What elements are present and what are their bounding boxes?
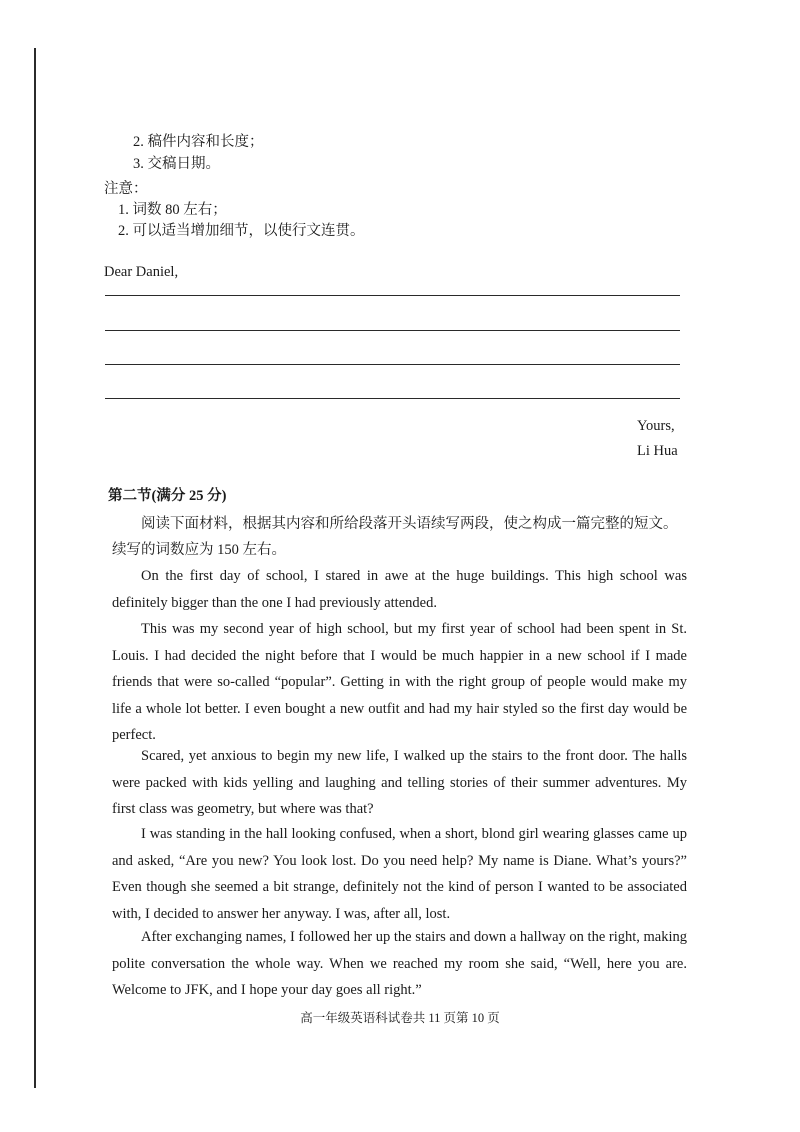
note-item-2: 2. 可以适当增加细节，以使行文连贯。 — [118, 223, 365, 239]
writing-line — [105, 398, 680, 399]
story-paragraph: Scared, yet anxious to begin my new life, I walked up the stairs to the front door. The halls were packed with kids yelling and laughing and telling stories of their summer adventures. My first class was geometry, but where was that? — [112, 748, 687, 817]
story-paragraph: After exchanging names, I followed her up the stairs and down a hallway on the right, making polite conversation the whole way. When we reached my room she said, “Well, here you are. Welcome to JFK, and I hope your day goes all right.” — [112, 929, 688, 998]
section-instructions-line2: 续写的词数应为 150 左右。 — [112, 542, 286, 558]
section-title: 第二节(满分 25 分) — [108, 488, 227, 504]
writing-line — [105, 330, 680, 331]
page-footer: 高一年级英语科试卷共 11 页第 10 页 — [300, 1011, 500, 1025]
story-paragraph: This was my second year of high school, but my first year of school had been spent in St. Louis. I had decided the night before that I would be much happier in a new school if I made friends that were so-called “popular”. Getting in with the right group of people would make my life a whole lot better. I even bought a new outfit and had my hair styled so the first day would be perfect. — [112, 621, 687, 743]
note-item-1: 1. 词数 80 左右； — [118, 202, 227, 218]
requirement-item-2: 2. 稿件内容和长度； — [133, 134, 264, 150]
binding-margin-line — [34, 48, 36, 1088]
requirement-item-3: 3. 交稿日期。 — [133, 156, 220, 172]
writing-line — [105, 364, 680, 365]
letter-greeting: Dear Daniel, — [104, 264, 179, 280]
writing-line — [105, 295, 680, 296]
section-instructions-line1: 阅读下面材料，根据其内容和所给段落开头语续写两段，使之构成一篇完整的短文。 — [141, 516, 678, 532]
letter-signature: Li Hua — [637, 443, 678, 459]
letter-closing: Yours, — [637, 418, 675, 434]
story-paragraph: On the first day of school, I stared in awe at the huge buildings. This high school was definitely bigger than the one I had previously attended. — [112, 568, 687, 611]
story-paragraph: I was standing in the hall looking confused, when a short, blond girl wearing glasses came up and asked, “Are you new? You look lost. Do you need help? My name is Diane. What’s yours?” Even though she seemed a bit strange, definitely not the kind of person I wanted to be associated with, I decided to answer her anyway. I was, after all, lost. — [112, 826, 687, 922]
notes-heading: 注意： — [104, 181, 148, 197]
